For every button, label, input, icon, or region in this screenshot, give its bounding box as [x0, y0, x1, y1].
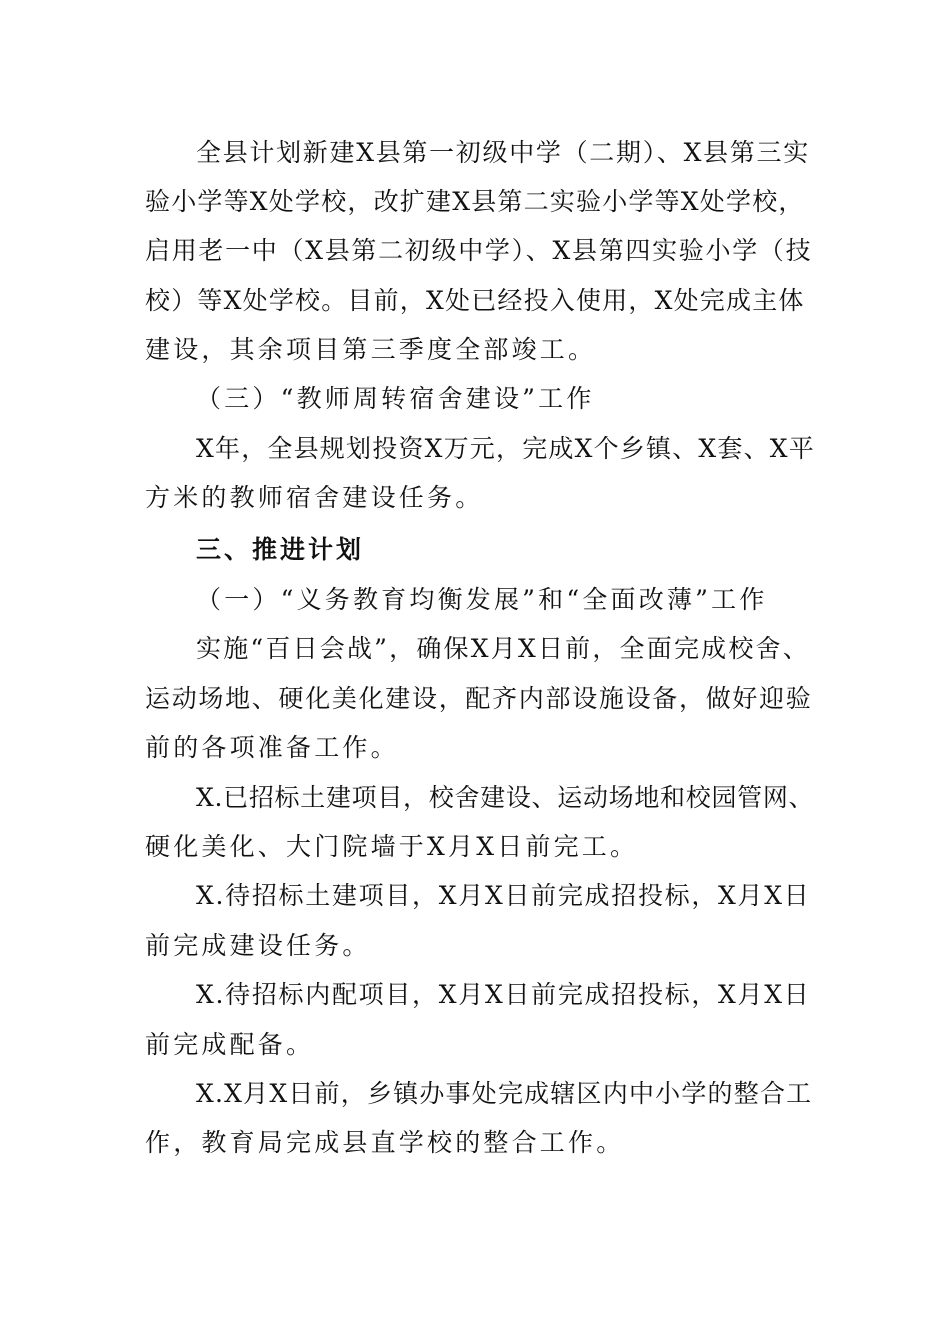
paragraph-line: 启用老一中（X县第二初级中学）、X县第四实验小学（技	[145, 236, 813, 265]
paragraph-line: 实施“百日会战”，确保X月X日前，全面完成校舍、	[196, 634, 810, 663]
paragraph-line: 方米的教师宿舍建设任务。	[145, 483, 484, 512]
paragraph-line: 全县计划新建X县第一初级中学（二期）、X县第三实	[196, 138, 810, 167]
paragraph-line: 建设，其余项目第三季度全部竣工。	[145, 335, 597, 364]
paragraph-line: 前的各项准备工作。	[145, 733, 399, 762]
list-item-line: X.已招标土建项目，校舍建设、运动场地和校园管网、	[196, 783, 815, 812]
paragraph-line: 运动场地、硬化美化建设，配齐内部设施设备，做好迎验	[145, 684, 813, 713]
list-item-line: X.X月X日前，乡镇办事处完成辖区内中小学的整合工	[196, 1079, 813, 1108]
list-item-line: 硬化美化、大门院墙于X月X日前完工。	[145, 832, 639, 861]
list-item-line: 前完成建设任务。	[145, 931, 371, 960]
list-item-line: 前完成配备。	[145, 1030, 315, 1059]
paragraph-line: 验小学等X处学校，改扩建X县第二实验小学等X处学校，	[145, 187, 805, 216]
list-item-line: 作，教育局完成县直学校的整合工作。	[145, 1128, 625, 1157]
list-item-line: X.待招标土建项目，X月X日前完成招投标，X月X日	[196, 881, 811, 910]
paragraph-line: 校）等X处学校。目前，X处已经投入使用，X处完成主体	[145, 286, 805, 315]
list-item-line: X.待招标内配项目，X月X日前完成招投标，X月X日	[196, 980, 811, 1009]
section-heading: 三、推进计划	[196, 535, 365, 564]
paragraph-line: X年，全县规划投资X万元，完成X个乡镇、X套、X平	[196, 434, 815, 463]
subsection-heading: （三）“教师周转宿舍建设”工作	[196, 384, 595, 413]
subsection-heading: （一）“义务教育均衡发展”和“全面改薄”工作	[196, 585, 768, 614]
